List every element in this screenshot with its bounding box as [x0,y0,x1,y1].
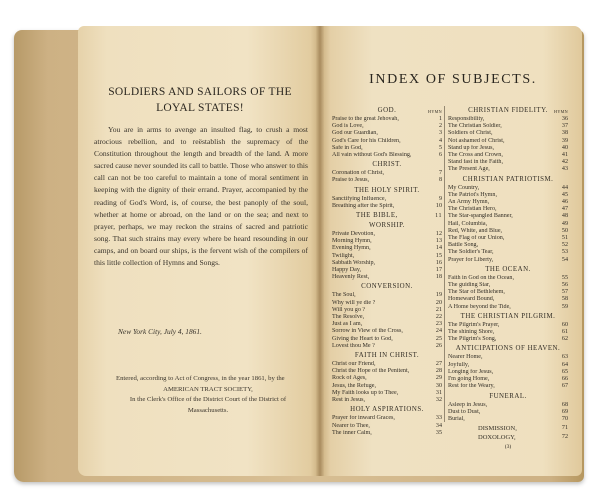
entry-title: Christ the Hope of the Penitent, [332,368,410,375]
hymn-number: 66 [561,376,568,383]
entry-title: Nearer to Thee, [332,422,370,429]
entry-title: Longing for Jesus, [448,368,494,375]
hymn-number: 28 [435,368,442,375]
entry-title: Hail, Columbia, [448,220,488,227]
index-entry [332,430,442,437]
hymn-number: 60 [561,321,568,328]
hymn-number: 41 [561,152,568,159]
hymn-number: 38 [561,130,568,137]
hymn-number: 39 [561,137,568,144]
entry-title: Nearer Home, [448,354,483,361]
index-entry [448,336,568,343]
index-column-right [448,105,568,451]
hymn-number: 23 [435,321,442,328]
index-entry [448,402,568,409]
hymn-number: 48 [561,213,568,220]
hymn-column-label: HYMN [428,109,442,114]
entry-title: Sabbath Worship, [332,259,376,266]
index-entry [332,231,442,238]
section-heading: CHRIST. [372,161,402,169]
entry-title: Battle Song, [448,242,479,249]
entry-title: Stand up for Jesus, [448,144,495,151]
index-entry [448,329,568,336]
entry-title: The Christian Soldier, [448,123,502,130]
entry-title: Evening Hymn, [332,245,371,252]
hymn-number: 6 [438,152,442,159]
entry-title: Burial, [448,415,465,422]
hymn-number: 31 [435,389,442,396]
index-entry [448,152,568,159]
index-entry [332,361,442,368]
hymn-number: 29 [435,375,442,382]
index-entry [448,383,568,390]
entry-title: The Soul, [332,292,356,299]
hymn-number: 33 [435,415,442,422]
index-entry [448,416,568,423]
hymn-number: 27 [435,361,442,368]
index-entry [332,397,442,404]
index-entry [332,390,442,397]
index-title: INDEX OF SUBJECTS. [369,72,537,87]
index-entry [332,245,442,252]
entry-title: God our Guardian, [332,130,378,137]
index-entry [448,166,568,173]
hymn-number: 10 [435,202,442,209]
index-entry [448,199,568,206]
index-entry [332,300,442,307]
entry-title: The Patriot's Hymn, [448,191,497,198]
entry-title: An Army Hymn, [448,199,490,206]
hymn-number: 59 [561,303,568,310]
index-entry [448,228,568,235]
hymn-number: 21 [435,306,442,313]
hymn-number: 15 [435,252,442,259]
index-entry [448,275,568,282]
entry-title: The Pilgrim's Song, [448,336,497,343]
entry-title: Coronation of Christ, [332,170,384,177]
index-entry [448,434,568,441]
entry-title: Twilight, [332,252,355,259]
entry-title: Morning Hymn, [332,238,372,245]
index-entry [332,116,442,123]
index-entry [448,116,568,123]
index-entry [332,260,442,267]
section-heading: ANTICIPATIONS OF HEAVEN. [455,345,561,353]
index-entry [448,138,568,145]
hymn-number: 52 [561,242,568,249]
entry-title: Sorrow in View of the Cross, [332,328,403,335]
index-entry [332,336,442,343]
entry-title: The inner Calm, [332,429,372,436]
entry-title: The shining Shore, [448,329,495,336]
index-entry [448,289,568,296]
left-page-title-line1: SOLDIERS AND SAILORS OF THE [108,86,292,98]
hymn-number: 61 [561,329,568,336]
index-entry [332,267,442,274]
entry-title: Sanctifying Influence, [332,195,387,202]
entry-title: Rock of Ages, [332,375,367,382]
index-entry [448,185,568,192]
hymn-number: 26 [435,342,442,349]
hymn-number: 4 [438,137,442,144]
hymn-number: 9 [438,195,442,202]
index-entry [332,292,442,299]
hymn-number: 12 [435,231,442,238]
entry-title: All vain without God's Blessing, [332,152,412,159]
hymn-number: 57 [561,289,568,296]
index-entry [332,196,442,203]
index-entry [448,354,568,361]
index-entry [332,145,442,152]
entry-title: Dust to Dust, [448,408,481,415]
index-entry [448,213,568,220]
copyright-line-3: In the Clerk's Office of the District Court of the District of [129,396,287,403]
index-entry [332,314,442,321]
copyright-line-2: AMERICAN TRACT SOCIETY, [163,385,253,393]
entry-title: Stand fast in the Faith, [448,159,504,166]
hymn-number: 24 [435,328,442,335]
section-heading: GOD. HYMN [377,107,442,114]
entry-title: Why will ye die ? [332,299,376,306]
entry-title: Just as I am, [332,321,363,328]
hymn-number: 62 [561,336,568,343]
entry-title: Joyfully, [448,361,470,368]
index-entry [448,425,568,432]
hymn-number: 50 [561,227,568,234]
index-entry [332,383,442,390]
hymn-number: 46 [561,199,568,206]
index-entry [332,415,442,422]
hymn-number: 40 [561,144,568,151]
entry-title: Not ashamed of Christ, [448,137,505,144]
entry-title: Breathing after the Spirit, [332,202,395,209]
dedication-text [94,124,308,269]
entry-title: Responsibility, [448,116,485,122]
entry-title: Christ our Friend, [332,361,376,368]
entry-title: Asleep in Jesus, [448,401,488,408]
index-entry [332,423,442,430]
section-heading: WORSHIP. [369,222,405,230]
index-entry [448,123,568,130]
index-entry [448,322,568,329]
hymn-number: 30 [435,382,442,389]
hymn-number: 54 [561,256,568,263]
hymn-number: 34 [435,422,442,429]
entry-title: Faith in God on the Ocean, [448,274,515,281]
index-entry [332,177,442,184]
entry-title: Will you go ? [332,306,366,313]
hymn-number: 13 [435,238,442,245]
hymn-number: 14 [435,245,442,252]
hymn-number: 32 [435,397,442,404]
index-entry [448,249,568,256]
hymn-number: 1 [438,116,442,122]
index-entry [448,369,568,376]
section-heading: FUNERAL. [489,392,527,400]
hymn-number: 5 [438,144,442,151]
entry-title: Prayer for inward Graces, [332,415,395,422]
entry-title: Praise to the great Jehovah, [332,116,399,122]
hymn-number: 44 [561,184,568,191]
hymn-number: 68 [561,401,568,408]
index-entry [332,343,442,350]
index-entry [332,152,442,159]
hymn-number: 69 [561,408,568,415]
entry-title: Jesus, the Refuge, [332,382,377,389]
hymn-number: 55 [561,274,568,281]
hymn-number: 43 [561,166,568,173]
index-entry [332,203,442,210]
entry-title: The Star-spangled Banner, [448,213,513,220]
copyright-line-4: Massachusetts. [187,406,229,414]
hymn-number: 67 [561,383,568,390]
index-entry [332,368,442,375]
index-entry [448,376,568,383]
index-entry [332,253,442,260]
hymn-number: 58 [561,296,568,303]
copyright-notice [110,374,306,416]
hymn-number: 64 [561,361,568,368]
hymn-column-label: HYMN [554,109,568,114]
dedication-paragraph: You are in arms to avenge an insulted flag, to crush a most atrocious rebellion, and to reëstablish the supremacy of the Constitution throughout the length and breadth of the land. A more sacred cause never sounded its call to battle. Those who answer to this call can not be too careful to maintain a tone of moral sentiment in keeping with the dignity of their errand. Prayer, accompanied by the reading of God's Word, is, of course, the best panoply of the soul, whether at home or abroad, on the land or on the sea; and next to prayer, perhaps, we may reckon the strains of sacred and patriotic song. That such strains may every where be heard resounding in our camps, and on board our ships, is the fervent wish of the compilers of this little collection of Hymns and Songs. [94,125,308,268]
entry-title: DISMISSION, [478,425,517,433]
index-entry [332,130,442,137]
hymn-number: 63 [561,354,568,361]
entry-title: The Pilgrim's Prayer, [448,321,500,328]
column-divider [444,106,445,422]
entry-title: Private Devotion, [332,231,375,238]
index-entry [448,362,568,369]
hymn-number: 65 [561,368,568,375]
entry-title: Happy Day, [332,267,362,274]
entry-title: Soldiers of Christ, [448,130,493,137]
index-entry [448,221,568,228]
index-column-left [332,105,442,437]
index-entry [332,328,442,335]
index-entry [448,296,568,303]
index-entry [448,192,568,199]
index-entry [448,145,568,152]
section-heading: CONVERSION. [361,283,413,291]
index-entry [448,235,568,242]
hymn-number: 45 [561,191,568,198]
section-heading [332,212,442,220]
hymn-number: 18 [435,274,442,281]
hymn-number: 42 [561,159,568,166]
index-entry [332,307,442,314]
entry-title: The Flag of our Union, [448,235,505,242]
hymn-number: 71 [561,425,568,432]
section-heading: THE OCEAN. [485,265,531,273]
hymn-number: 2 [438,123,442,130]
entry-title: Praise to Jesus, [332,177,370,184]
entry-title: Red, White, and Blue, [448,227,503,234]
index-entry [448,130,568,137]
hymn-number: 53 [561,249,568,256]
entry-title: Giving the Heart to God, [332,335,393,342]
entry-title: Safe in God, [332,144,363,151]
hymn-number: 22 [435,314,442,321]
entry-title: My Faith looks up to Thee, [332,389,399,396]
hymn-number: 51 [561,235,568,242]
hymn-number: 70 [561,415,568,422]
index-entry [448,257,568,264]
index-entry [448,242,568,249]
index-entry [448,409,568,416]
entry-title: The Christian Hero, [448,206,497,213]
entry-title: DOXOLOGY, [478,434,516,442]
hymn-number: 72 [561,434,568,441]
index-entry [448,206,568,213]
entry-title: I'm going Home, [448,376,490,383]
section-heading: THE CHRISTIAN PILGRIM. [460,312,556,320]
index-entry [332,170,442,177]
index-entry [332,138,442,145]
entry-title: Rest in Jesus, [332,397,366,404]
entry-title: God's Care for his Children, [332,137,401,144]
hymn-number: 8 [438,177,442,184]
hymn-number: 16 [435,259,442,266]
index-entry [332,375,442,382]
hymn-number: 47 [561,206,568,213]
hymn-number: 17 [435,267,442,274]
entry-title: The Resolve, [332,314,365,321]
left-page-title-line2: LOYAL STATES! [156,102,244,114]
entry-title: The Star of Bethlehem, [448,289,505,296]
section-heading: CHRISTIAN PATRIOTISM. [462,175,554,183]
section-heading: THE HOLY SPIRIT. [354,186,420,194]
entry-title: Prayer for Liberty, [448,256,494,263]
entry-title: Rest for the Weary, [448,383,495,390]
index-entry [332,238,442,245]
book-gutter [316,26,324,476]
hymn-number: 19 [435,292,442,299]
index-entry [332,274,442,281]
entry-title: My Country, [448,184,480,191]
hymn-number: 7 [438,170,442,177]
copyright-line-1: Entered, according to Act of Congress, in the year 1861, by the [116,375,285,382]
index-entry [448,282,568,289]
dedication-signature: New York City, July 4, 1861. [118,327,202,336]
entry-title: The Soldier's Tear, [448,249,494,256]
entry-title: The guiding Star, [448,282,491,289]
hymn-number: 56 [561,282,568,289]
section-heading: CHRISTIAN FIDELITY. HYMN [468,107,568,114]
hymn-number: 25 [435,335,442,342]
entry-title: Homeward Bound, [448,296,495,303]
entry-title: God is Love, [332,123,364,130]
index-entry [332,123,442,130]
index-entry [448,159,568,166]
entry-title: The Cross and Crown, [448,152,503,159]
hymn-number: 49 [561,220,568,227]
index-entry [448,304,568,311]
hymn-number: 35 [435,429,442,436]
entry-title: Lovest thou Me ? [332,342,375,349]
section-heading: FAITH IN CHRIST. [354,352,420,360]
page-number: (3) [504,443,512,450]
hymn-number: 36 [561,116,568,122]
hymn-number: 20 [435,299,442,306]
entry-title: The Present Age, [448,166,490,173]
section-heading: HOLY ASPIRATIONS. [350,406,424,414]
hymn-number: 3 [438,130,442,137]
hymn-number: 37 [561,123,568,130]
index-entry [332,321,442,328]
section-heading-text: THE BIBLE, [356,212,398,220]
hymn-number: 11 [435,213,442,220]
entry-title: Heavenly Rest, [332,274,370,281]
entry-title: A Home beyond the Tide, [448,303,511,310]
